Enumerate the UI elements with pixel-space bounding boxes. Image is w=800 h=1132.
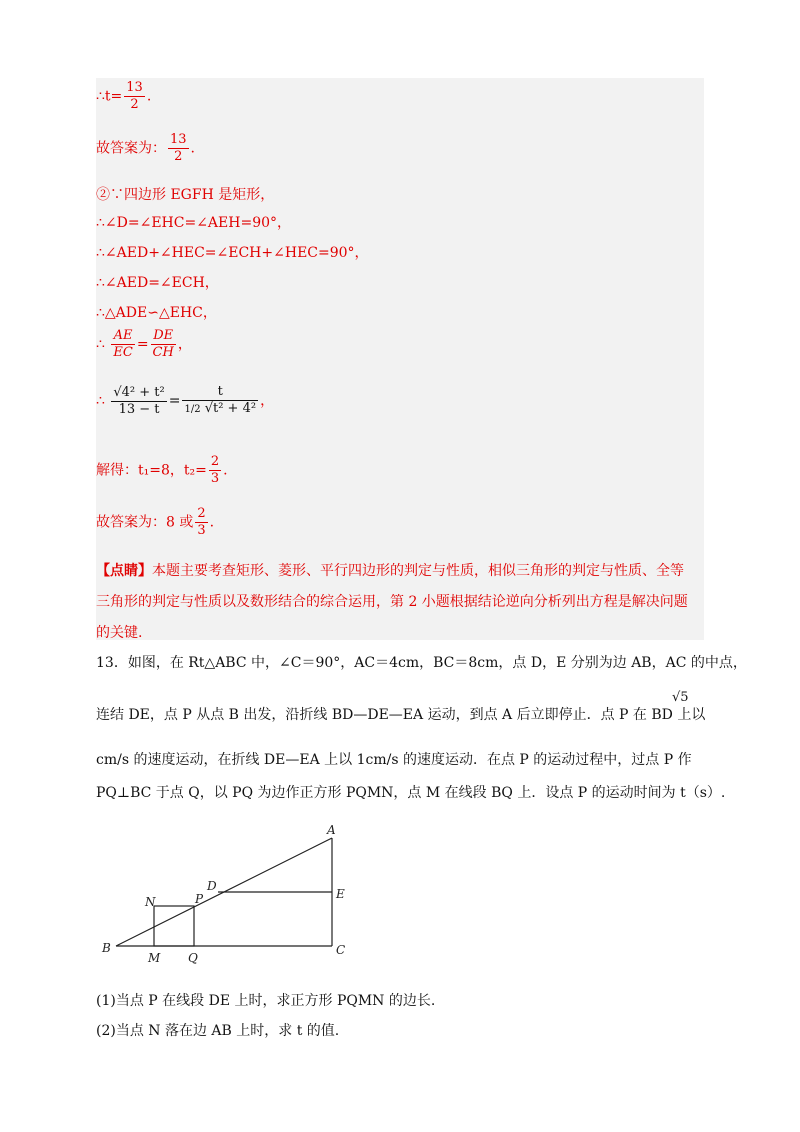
sqrt5-superscript: √5 bbox=[672, 690, 689, 705]
solution-line-4: ∴∠D=∠EHC=∠AEH=90°， bbox=[96, 215, 292, 231]
solution-line-3: ②∵四边形 EGFH 是矩形， bbox=[96, 187, 275, 203]
label-E: E bbox=[336, 887, 345, 901]
solution-line-8: ∴ $\frac{AE}{EC}$ = $\frac{DE}{CH}$ ， bbox=[96, 328, 192, 360]
label-D: D bbox=[207, 879, 217, 893]
label-A: A bbox=[327, 823, 336, 837]
fraction: $\frac{13}{2}$ bbox=[170, 132, 187, 164]
solution-line-9: ∴ $\frac{\text{√4² + t²}}{13 - t}$ = $\frac{t}{\text{1/2 √t² + 4²}}$ ， bbox=[96, 384, 275, 417]
solution-line-1: ∴t= $\frac{13}{2}$ . bbox=[96, 80, 152, 112]
question-line-2: 连结 DE，点 P 从点 B 出发，沿折线 BD—DE—EA 运动，到点 A 后立即停止．点 P 在 BD 上以 bbox=[96, 707, 706, 723]
solution-line-10: 解得：t₁=8，t₂= $\frac{2}{3}$ . bbox=[96, 454, 228, 486]
question-line-4: PQ⊥BC 于点 Q，以 PQ 为边作正方形 PQMN，点 M 在线段 BQ 上．设点 P 的运动时间为 t（s）. bbox=[96, 785, 726, 801]
solution-line-11: 故答案为：8 或 $\frac{2}{3}$ . bbox=[96, 506, 215, 538]
question-line-1: 13．如图，在 Rt△ABC 中，∠C＝90°，AC＝4cm，BC＝8cm，点 D，E 分别为边 AB，AC 的中点， bbox=[96, 655, 747, 671]
comment-line-2: 三角形的判定与性质以及数形结合的综合运用，第 2 小题根据结论逆向分析列出方程是解决问题 bbox=[96, 594, 688, 610]
label-M: M bbox=[148, 951, 161, 965]
question-line-3: cm/s 的速度运动，在折线 DE—EA 上以 1cm/s 的速度运动．在点 P 的运动过程中，过点 P 作 bbox=[96, 752, 692, 768]
label-N: N bbox=[145, 895, 156, 909]
solution-line-2: 故答案为： $\frac{13}{2}$ . bbox=[96, 132, 195, 164]
sub-question-2: (2)当点 N 落在边 AB 上时，求 t 的值. bbox=[96, 1023, 340, 1039]
fraction: $\frac{2}{3}$ bbox=[197, 506, 206, 538]
fraction: $\frac{\text{√4² + t²}}{13 - t}$ bbox=[113, 384, 165, 417]
fraction: $\frac{AE}{EC}$ bbox=[113, 328, 133, 360]
sub-question-1: (1)当点 P 在线段 DE 上时，求正方形 PQMN 的边长. bbox=[96, 993, 436, 1009]
solution-line-7: ∴△ADE∽△EHC， bbox=[96, 305, 217, 321]
geometry-figure bbox=[96, 820, 366, 970]
comment-line-1: 【点睛】本题主要考查矩形、菱形、平行四边形的判定与性质，相似三角形的判定与性质、全等 bbox=[96, 563, 684, 579]
label-C: C bbox=[336, 943, 346, 957]
fraction: $\frac{DE}{CH}$ bbox=[152, 328, 174, 360]
fraction: $\frac{t}{\text{1/2 √t² + 4²}}$ bbox=[184, 384, 257, 416]
label-P: P bbox=[195, 892, 204, 906]
label-Q: Q bbox=[188, 951, 198, 965]
solution-line-6: ∴∠AED=∠ECH， bbox=[96, 275, 219, 291]
comment-tag: 【点睛】 bbox=[96, 563, 152, 579]
fraction: $\frac{13}{2}$ bbox=[126, 80, 143, 112]
comment-line-3: 的关键. bbox=[96, 625, 143, 641]
label-B: B bbox=[102, 941, 111, 955]
solution-line-5: ∴∠AED+∠HEC=∠ECH+∠HEC=90°， bbox=[96, 245, 369, 261]
fraction: $\frac{2}{3}$ bbox=[210, 454, 220, 486]
square-PQMN bbox=[154, 906, 194, 946]
